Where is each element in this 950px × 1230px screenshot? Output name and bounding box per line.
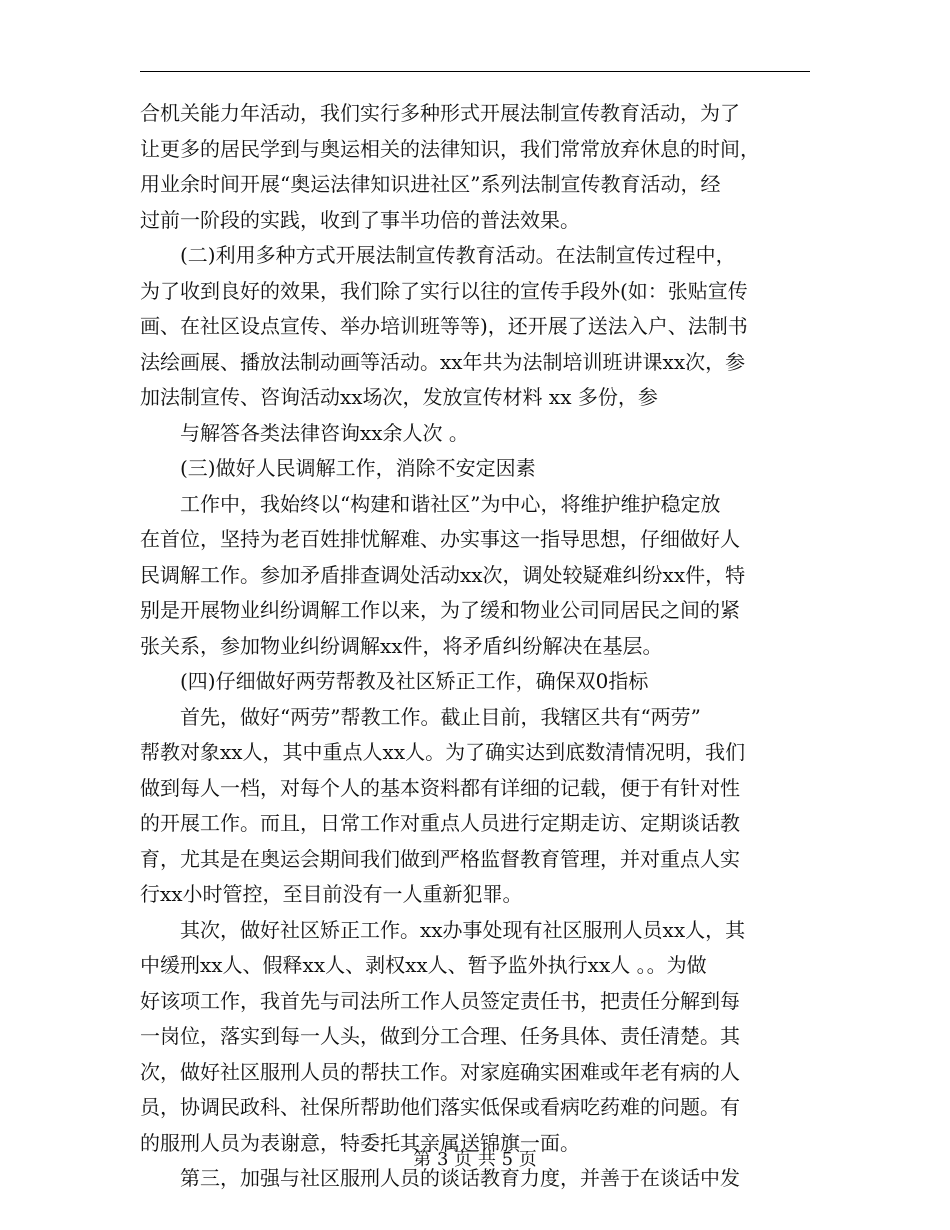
page-footer: 第 3 页 共 5 页 bbox=[413, 1149, 537, 1170]
text-line: 让更多的居民学到与奥运相关的法律知识，我们常常放弃休息的时间， bbox=[140, 136, 760, 161]
text-line: 的服刑人员为表谢意，特委托其亲属送锦旗一面。 bbox=[140, 1130, 580, 1155]
text-line: 画、在社区设点宣传、举办培训班等等)，还开展了送法入户、法制书 bbox=[140, 314, 748, 338]
text-line: 别是开展物业纠纷调解工作以来，为了缓和物业公司同居民之间的紧 bbox=[140, 598, 740, 622]
text-line: 首先，做好“两劳”帮教工作。截止目前，我辖区共有“两劳” bbox=[180, 704, 701, 729]
text-line: (四)仔细做好两劳帮教及社区矫正工作，确保双0指标 bbox=[180, 669, 649, 693]
text-line: 在首位，坚持为老百姓排忧解难、办实事这一指导思想，仔细做好人 bbox=[140, 527, 740, 551]
text-line: 中缓刑xx人、假释xx人、剥权xx人、暂予监外执行xx人 。。为做 bbox=[140, 953, 707, 977]
text-line: 其次，做好社区矫正工作。xx办事处现有社区服刑人员xx人，其 bbox=[180, 917, 746, 942]
text-line: 用业余时间开展“奥运法律知识进社区”系列法制宣传教育活动，经 bbox=[140, 172, 721, 196]
text-line: 第三，加强与社区服刑人员的谈话教育力度，并善于在谈话中发 bbox=[180, 1166, 740, 1190]
document-body bbox=[140, 96, 810, 1197]
text-line: (三)做好人民调解工作，消除不安定因素 bbox=[180, 456, 536, 480]
text-line: 次，做好社区服刑人员的帮扶工作。对家庭确实困难或年老有病的人 bbox=[140, 1059, 740, 1084]
text-line: 好该项工作，我首先与司法所工作人员签定责任书，把责任分解到每 bbox=[140, 988, 740, 1013]
text-line: 张关系，参加物业纠纷调解xx件，将矛盾纠纷解决在基层。 bbox=[140, 633, 663, 658]
text-line: 的开展工作。而且，日常工作对重点人员进行定期走访、定期谈话教 bbox=[140, 811, 740, 835]
text-line: 育，尤其是在奥运会期间我们做到严格监督教育管理，并对重点人实 bbox=[140, 846, 740, 871]
text-line: 一岗位，落实到每一人头，做到分工合理、任务具体、责任清楚。其 bbox=[140, 1024, 740, 1048]
text-line: 帮教对象xx人，其中重点人xx人。为了确实达到底数清情况明，我们 bbox=[140, 740, 746, 764]
text-line: 过前一阶段的实践，收到了事半功倍的普法效果。 bbox=[140, 207, 580, 232]
text-line: 行xx小时管控，至目前没有一人重新犯罪。 bbox=[140, 882, 523, 906]
text-line: 做到每人一档，对每个人的基本资料都有详细的记载，便于有针对性 bbox=[140, 775, 740, 800]
text-line: (二)利用多种方式开展法制宣传教育活动。在法制宣传过程中， bbox=[180, 243, 736, 267]
text-line: 与解答各类法律咨询xx余人次 。 bbox=[180, 420, 469, 445]
header-rule bbox=[140, 71, 810, 72]
text-line: 员，协调民政科、社保所帮助他们落实低保或看病吃药难的问题。有 bbox=[140, 1095, 740, 1119]
text-line: 加法制宣传、咨询活动xx场次，发放宣传材料 xx 多份，参 bbox=[140, 385, 658, 409]
text-line: 民调解工作。参加矛盾排查调处活动xx次，调处较疑难纠纷xx件，特 bbox=[140, 562, 746, 587]
text-line: 合机关能力年活动，我们实行多种形式开展法制宣传教育活动，为了 bbox=[140, 101, 740, 125]
text-line: 法绘画展、播放法制动画等活动。xx年共为法制培训班讲课xx次，参 bbox=[140, 349, 746, 374]
text-line: 为了收到良好的效果，我们除了实行以往的宣传手段外(如：张贴宣传 bbox=[140, 278, 748, 303]
text-line: 工作中，我始终以“构建和谐社区”为中心，将维护维护稳定放 bbox=[180, 491, 721, 516]
